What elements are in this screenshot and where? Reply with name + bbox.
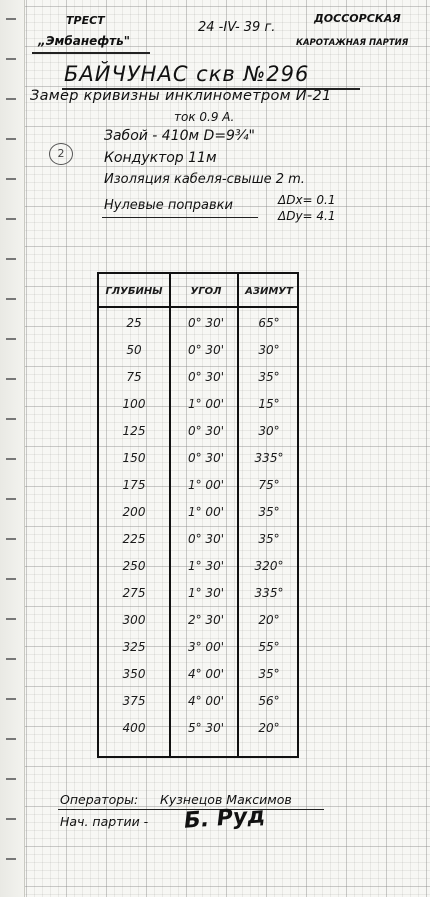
row-depth: 200 xyxy=(122,505,146,519)
margin-tick xyxy=(6,578,16,580)
margin-tick xyxy=(6,538,16,540)
row-angle: 1° 00' xyxy=(187,478,225,492)
row-azimuth: 35° xyxy=(258,532,280,546)
row-angle: 0° 30' xyxy=(187,424,225,438)
inclinometer-table xyxy=(97,272,299,758)
row-depth: 100 xyxy=(122,397,146,411)
current-value: ток 0.9 А. xyxy=(174,110,235,124)
operators-label: Операторы: xyxy=(60,792,139,807)
cable-insulation: Изоляция кабеля-свыше 2 m. xyxy=(104,172,305,187)
row-angle: 1° 00' xyxy=(187,505,225,519)
row-azimuth: 65° xyxy=(258,316,280,330)
header-azimuth: АЗИМУТ xyxy=(245,286,293,297)
row-depth: 350 xyxy=(122,667,146,681)
row-azimuth: 30° xyxy=(258,343,280,357)
row-depth: 400 xyxy=(122,721,146,735)
correction-dx: ΔDx= 0.1 xyxy=(278,193,336,207)
row-azimuth: 20° xyxy=(258,613,280,627)
row-depth: 50 xyxy=(126,343,142,357)
row-depth: 25 xyxy=(126,316,142,330)
row-depth: 75 xyxy=(126,370,142,384)
margin-tick xyxy=(6,698,16,700)
circled-number: 2 xyxy=(49,143,73,165)
party-type: КАРОТАЖНАЯ ПАРТИЯ xyxy=(296,38,409,48)
row-depth: 325 xyxy=(122,640,146,654)
organization-underline xyxy=(32,52,150,54)
margin-tick xyxy=(6,178,16,180)
margin-tick xyxy=(6,458,16,460)
margin-tick xyxy=(6,418,16,420)
zero-corrections-underline xyxy=(102,217,258,218)
row-angle: 1° 30' xyxy=(187,559,225,573)
row-azimuth: 15° xyxy=(258,397,280,411)
row-azimuth: 30° xyxy=(258,424,280,438)
margin-tick xyxy=(6,498,16,500)
row-azimuth: 335° xyxy=(254,451,284,465)
row-angle: 1° 30' xyxy=(187,586,225,600)
conductor-length: Кондуктор 11м xyxy=(104,150,217,166)
margin-tick xyxy=(6,618,16,620)
margin-tick xyxy=(6,258,16,260)
margin-tick xyxy=(6,778,16,780)
zero-corrections-label: Нулевые поправки xyxy=(104,198,233,213)
row-depth: 375 xyxy=(122,694,146,708)
row-angle: 0° 30' xyxy=(187,343,225,357)
organization-name: „Эмбанефть" xyxy=(38,34,130,48)
measurement-subtitle: Замер кривизны инклинометром И-21 xyxy=(30,88,332,104)
row-azimuth: 335° xyxy=(254,586,284,600)
margin-tick xyxy=(6,378,16,380)
row-angle: 0° 30' xyxy=(187,451,225,465)
row-depth: 300 xyxy=(122,613,146,627)
header-depth: ГЛУБИНЫ xyxy=(105,286,163,297)
chief-signature: Б. Руд xyxy=(183,803,266,834)
row-depth: 125 xyxy=(122,424,146,438)
row-azimuth: 35° xyxy=(258,505,280,519)
margin-tick xyxy=(6,18,16,20)
row-azimuth: 55° xyxy=(258,640,280,654)
row-angle: 2° 30' xyxy=(187,613,225,627)
row-depth: 150 xyxy=(122,451,146,465)
row-angle: 5° 30' xyxy=(187,721,225,735)
margin-tick xyxy=(6,58,16,60)
margin-tick xyxy=(6,658,16,660)
margin-tick xyxy=(6,298,16,300)
row-azimuth: 56° xyxy=(258,694,280,708)
row-depth: 225 xyxy=(122,532,146,546)
row-angle: 0° 30' xyxy=(187,316,225,330)
trust-label: ТРЕСТ xyxy=(66,14,105,27)
margin-tick xyxy=(6,98,16,100)
bottom-depth: Забой - 410м D=9¾" xyxy=(104,128,255,144)
row-angle: 0° 30' xyxy=(187,532,225,546)
row-angle: 0° 30' xyxy=(187,370,225,384)
row-azimuth: 35° xyxy=(258,370,280,384)
row-azimuth: 35° xyxy=(258,667,280,681)
chief-label: Нач. партии - xyxy=(60,814,149,829)
row-angle: 1° 00' xyxy=(187,397,225,411)
row-angle: 4° 00' xyxy=(187,667,225,681)
margin-tick xyxy=(6,218,16,220)
well-title: БАЙЧУНАС скв №296 xyxy=(64,62,310,86)
row-azimuth: 20° xyxy=(258,721,280,735)
row-angle: 4° 00' xyxy=(187,694,225,708)
row-depth: 175 xyxy=(122,478,146,492)
header-divider xyxy=(99,306,297,308)
margin-tick xyxy=(6,338,16,340)
margin-tick xyxy=(6,138,16,140)
margin-tick xyxy=(6,818,16,820)
margin-tick xyxy=(6,858,16,860)
row-azimuth: 320° xyxy=(254,559,284,573)
correction-dy: ΔDy= 4.1 xyxy=(278,209,336,223)
punched-margin xyxy=(0,0,25,897)
party-name: ДОССОРСКАЯ xyxy=(314,12,401,25)
row-azimuth: 75° xyxy=(258,478,280,492)
header-angle: УГОЛ xyxy=(190,286,222,297)
operators-names: Кузнецов Максимов xyxy=(160,792,292,807)
document-date: 24 -IV- 39 г. xyxy=(198,20,276,35)
row-depth: 250 xyxy=(122,559,146,573)
row-angle: 3° 00' xyxy=(187,640,225,654)
margin-tick xyxy=(6,738,16,740)
row-depth: 275 xyxy=(122,586,146,600)
